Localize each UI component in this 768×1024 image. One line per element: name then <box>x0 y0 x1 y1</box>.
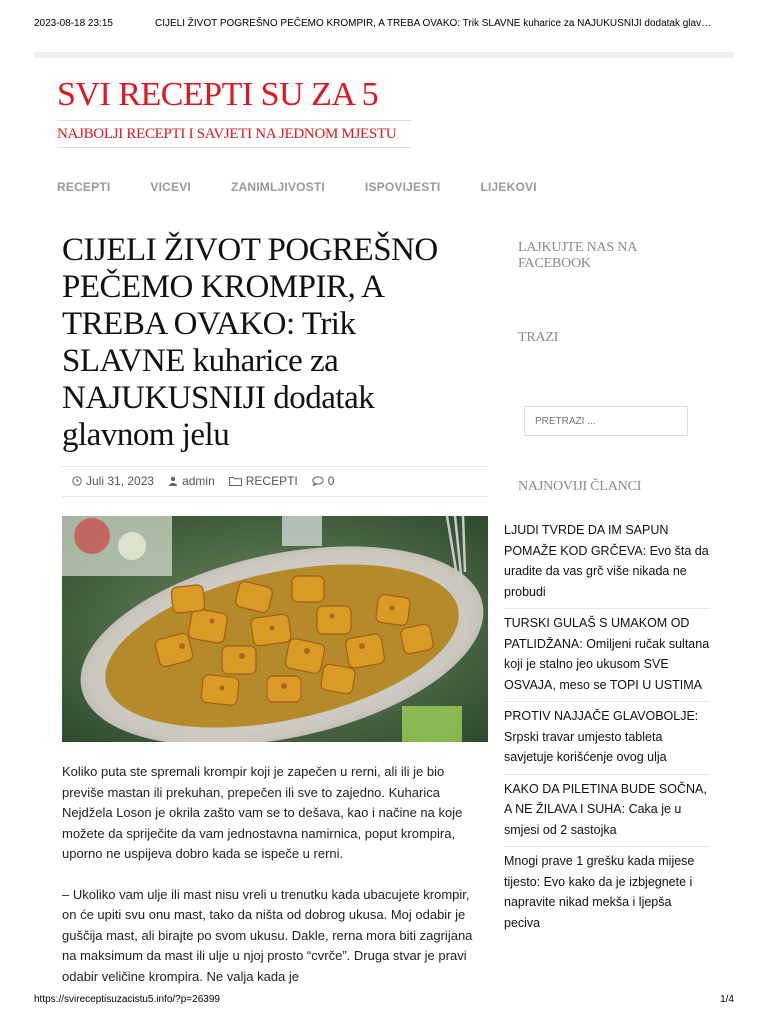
article-meta <box>72 474 348 488</box>
print-header <box>0 0 768 48</box>
nav-item-vicevi[interactable]: VICEVI <box>150 180 191 194</box>
meta-divider-bottom <box>62 496 488 497</box>
top-shadow-bar <box>34 52 734 58</box>
folder-icon <box>229 476 242 486</box>
user-icon <box>168 476 178 486</box>
nav-item-ispovijesti[interactable]: ISPOVIJESTI <box>364 180 441 194</box>
title-divider <box>57 120 412 121</box>
print-url: https://svireceptisuzacistu5.info/?p=26399 <box>34 994 220 1005</box>
search-input[interactable] <box>524 406 688 436</box>
meta-date-text: Juli 31, 2023 <box>86 474 155 488</box>
comment-icon <box>312 476 324 486</box>
meta-comments-count[interactable]: 0 <box>327 474 335 488</box>
search-widget-heading: TRAZI <box>518 330 559 345</box>
meta-comments[interactable] <box>312 474 335 488</box>
site-tagline: NAJBOLJI RECEPTI I SAVJETI NA JEDNOM MJESTU <box>57 126 397 142</box>
meta-divider-top <box>62 466 488 467</box>
print-page-number: 1/4 <box>720 994 734 1005</box>
print-doc-title: CIJELI ŽIVOT POGREŠNO PEČEMO KROMPIR, A TREBA OVAKO: Trik SLAVNE kuharice za NAJUKUSNIJI dodatak glav… <box>155 18 712 29</box>
nav-item-lijekovi[interactable]: LIJEKOVI <box>480 180 537 194</box>
meta-author-text[interactable]: admin <box>182 474 215 488</box>
article-paragraph: – Ukoliko vam ulje ili mast nisu vreli u trenutku kada ubacujete krompir, on će upiti svu onu mast, tako da ništa od dobrog ukusa. Moj odabir je guščija mast, ali birajte po svom ukusu. Dakle, rerna mora biti zagrijana na maksimum da mast ili ulje u njoj prosto “cvrče”. Druga stvar je pravi odabir veličine krompira. Ne valja kada je <box>62 886 473 984</box>
meta-author[interactable] <box>168 474 215 488</box>
latest-posts-list <box>504 516 710 939</box>
latest-post-link[interactable]: PROTIV NAJJAČE GLAVOBOLJE: Srpski travar umjesto tableta savjetuje korišćenje ovog ulja <box>504 702 710 775</box>
latest-posts-heading: NAJNOVIJI ČLANCI <box>518 479 642 494</box>
latest-post-link[interactable]: LJUDI TVRDE DA IM SAPUN POMAŽE KOD GRČEVA: Evo šta da uradite da vas grč više nikada ne probudi <box>504 516 710 609</box>
meta-category-text[interactable]: RECEPTI <box>245 474 298 488</box>
site-title[interactable]: SVI RECEPTI SU ZA 5 <box>57 76 379 113</box>
main-nav <box>57 180 577 200</box>
meta-date <box>72 474 154 488</box>
print-footer <box>0 990 768 1024</box>
print-datetime: 2023-08-18 23:15 <box>34 18 113 29</box>
meta-category[interactable] <box>229 474 298 488</box>
article-paragraph: Koliko puta ste spremali krompir koji je zapečen u rerni, ali ili je bio previše mastan ili prekuhan, prepečen ili sve to zajedno. Kuharica Nejdžela Loson je okrila zašto vam se to dešava, kao i načine na koje možete da spriječite da vam jednostavna namirnica, poput krompira, uporno ne uspijeva dobro kada se ispeče u rerni. <box>62 764 463 861</box>
nav-item-recepti[interactable]: RECEPTI <box>57 180 111 194</box>
article-title: CIJELI ŽIVOT POGREŠNO PEČEMO KROMPIR, A TREBA OVAKO: Trik SLAVNE kuharice za NAJUKUSNIJI dodatak glavnom jelu <box>62 232 438 453</box>
clock-icon <box>72 476 82 486</box>
article-body <box>62 762 486 1007</box>
latest-post-link[interactable]: Mnogi prave 1 grešku kada mijese tijesto: Evo kako da je izbjegnete i napravite nikad mekša i ljepša peciva <box>504 854 695 930</box>
roasted-potatoes-image <box>62 516 488 742</box>
latest-post-link[interactable]: KAKO DA PILETINA BUDE SOČNA, A NE ŽILAVA I SUHA: Caka je u smjesi od 2 sastojka <box>504 775 710 848</box>
facebook-widget-heading: LAJKUJTE NAS NA FACEBOOK <box>518 240 637 271</box>
latest-post-link[interactable]: TURSKI GULAŠ S UMAKOM OD PATLIDŽANA: Omiljeni ručak sultana koji je stalno jeo ukusom SVE OSVAJA, meso se TOPI U USTIMA <box>504 609 710 702</box>
hero-image <box>62 516 488 742</box>
tagline-divider <box>57 147 412 148</box>
nav-item-zanimljivosti[interactable]: ZANIMLJIVOSTI <box>230 180 325 194</box>
